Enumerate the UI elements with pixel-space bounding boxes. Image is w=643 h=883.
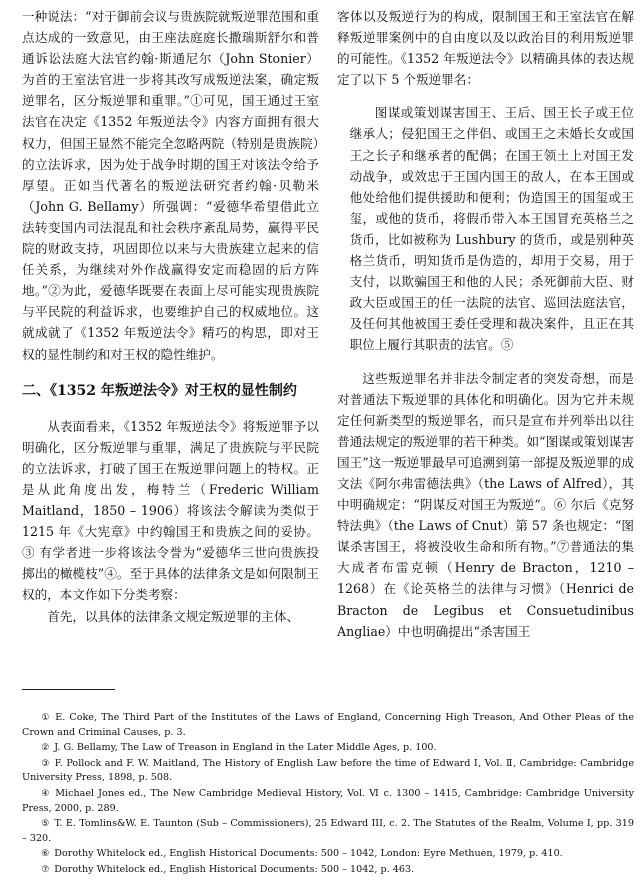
footnote [22, 847, 634, 862]
paragraph-first-point-continued: 客体以及叛逆行为的构成，限制国王和王室法官在解释叛逆罪案例中的自由度以及以政治目的利用叛逆罪的可能性。《1352 年叛逆法令》以精确具体的表达规定了以下 5 个叛逆罪名： [337, 9, 634, 88]
footnote-mark: ① [41, 713, 51, 723]
paragraph-surface-view: 从表面看来，《1352 年叛逆法令》将叛逆罪予以明确化，区分叛逆罪与重罪，满足了贵族院与平民院的立法诉求，打破了国王在叛逆罪问题上的特权。正是从此角度出发，梅特兰（Frederic William Maitland，1850 – 1906）将该法令解读为类似于 1215 年《大宪章》中约翰国王和贵族之间的妥协。③ 有学者进一步将该法令誉为“爱德华三世向贵族投掷出的橄榄枝”④。至于具体的法律条文是如何限制王权的，本文作如下分类考察： [22, 418, 319, 603]
footnote-text: Michael Jones ed., The New Cambridge Medieval History, Vol. Ⅵ c. 1300 – 1415, Cambridge: Cambridge University Press, 2000, p. 289. [22, 787, 634, 814]
footnote-mark: ⑤ [41, 819, 50, 830]
footnote [22, 863, 634, 878]
footnote-text: E. Coke, The Third Part of the Institutes of the Laws of England, Concerning High Treason, And Other Pleas of the Crown and Criminal Causes, p. 3. [22, 712, 634, 738]
footnote-mark: ④ [41, 788, 51, 799]
footnote-mark: ③ [41, 758, 50, 769]
footnote-mark: ② [41, 743, 50, 754]
footnote-text: Dorothy Whitelock ed., English Historical Documents: 500 – 1042, London: Eyre Methuen, 1979, p. 410. [54, 848, 563, 860]
footnote-text: F. Pollock and F. W. Maitland, The History of English Law before the time of Edward Ⅰ, Vol. Ⅱ, Cambridge: Cambridge University Press, 1898, p. 508. [22, 757, 634, 784]
paragraph-first-point: 首先，以具体的法律条文规定叛逆罪的主体、 [47, 608, 300, 624]
footnote [22, 741, 634, 756]
footnote-divider [22, 689, 115, 690]
footnote-text: J. G. Bellamy, The Law of Treason in England in the Later Middle Ages, p. 100. [54, 742, 437, 754]
footnote [22, 757, 634, 786]
footnote [22, 711, 634, 740]
paragraph-intro-continued: 一种说法：“对于御前会议与贵族院就叛逆罪范围和重点达成的一致意见，由王座法庭庭长撒瑞斯舒尔和普通诉讼法庭大法官约翰·斯通尼尔（John Stonier）为首的王室法官进一步将其改写成叛逆法案，确定叛逆罪名，区分叛逆罪和重罪。”①可见，国王通过王室法官在决定《1352 年叛逆法令》内容方面拥有很大权力，但国王显然不能完全忽略两院（特别是贵族院）的立法诉求，因为处于战争时期的国王对该法令给予厚望。正如当代著名的叛逆法研究者约翰·贝勒米（John G. Bellamy）所强调：“爱德华希望借此立法转变国内司法混乱和社会秩序紊乱局势，赢得平民院的财政支持，巩固即位以来与大贵族建立起来的信任关系，为继续对外作战赢得安定而稳固的后方阵地。”②为此，爱德华既要在表面上尽可能实现贵族院与平民院的利益诉求，也要维护自己的权威地位。这就成就了《1352 年叛逆法令》精巧的构思，即对王权的显性制约和对王权的隐性维护。 [22, 9, 319, 362]
footnote [22, 787, 634, 816]
footnote [22, 817, 634, 846]
left-column [22, 6, 319, 627]
footnote-mark: ⑥ [41, 849, 50, 860]
footnote-text: Dorothy Whitelock ed., English Historical Documents: 500 – 1042, p. 463. [54, 863, 415, 875]
right-column [337, 6, 634, 642]
section-heading: 二、《1352 年叛逆法令》对王权的显性制约 [22, 382, 297, 399]
footnote-mark: ⑦ [41, 864, 50, 875]
paragraph-common-law-origin: 这些叛逆罪名并非法令制定者的突发奇想，而是对普通法下叛逆罪的具体化和明确化。因为它并未规定任何新类型的叛逆罪名，而只是宣布并列举出以往普通法规定的叛逆罪的若干种类。如“图谋或策划谋害国王”这一叛逆罪最早可追溯到第一部提及叛逆罪的成文法《阿尔弗雷德法典》（the Laws of Alfred），其中明确规定：“阴谋反对国王为叛逆”。⑥ 尔后《克努特法典》（the Laws of Cnut）第 57 条也规定：“图谋杀害国王，将被没收生命和所有物。”⑦普通法的集大成者布雷克顿（Henry de Bracton，1210 – 1268）在《论英格兰的法律与习惯》（Henrici de Bracton de Legibus et Consuetudinibus Angliae）中也明确提出“杀害国王 [337, 370, 634, 639]
statute-quote: 图谋或策划谋害国王、王后、国王长子或王位继承人；侵犯国王之伴侣、或国王之未婚长女或国王之长子和继承者的配偶；在国王领土上对国王发动战争，或效忠于王国内国王的敌人，在本王国或他处给他们提供援助和便利；伪造国王的国玺或王玺，或他的货币，将假币带入本王国冒充英格兰之货币，比如被称为 Lushbury 的货币，或是别种英格兰货币，明知货币是伪造的，却用于交易，用于支付，以欺骗国王和他的人民；杀死御前大臣、财政大臣或国王的任一法院的法官、巡回法庭法官，及任何其他被国王委任受理和裁决案件，且正在其职位上履行其职责的法官。⑤ [349, 105, 634, 353]
footnotes [22, 711, 634, 879]
footnote-text: T. E. Tomlins&W. E. Taunton (Sub – Commissioners), 25 Edward III, c. 2. The Statutes of the Realm, Volume I, pp. 319 – 320. [22, 818, 634, 844]
